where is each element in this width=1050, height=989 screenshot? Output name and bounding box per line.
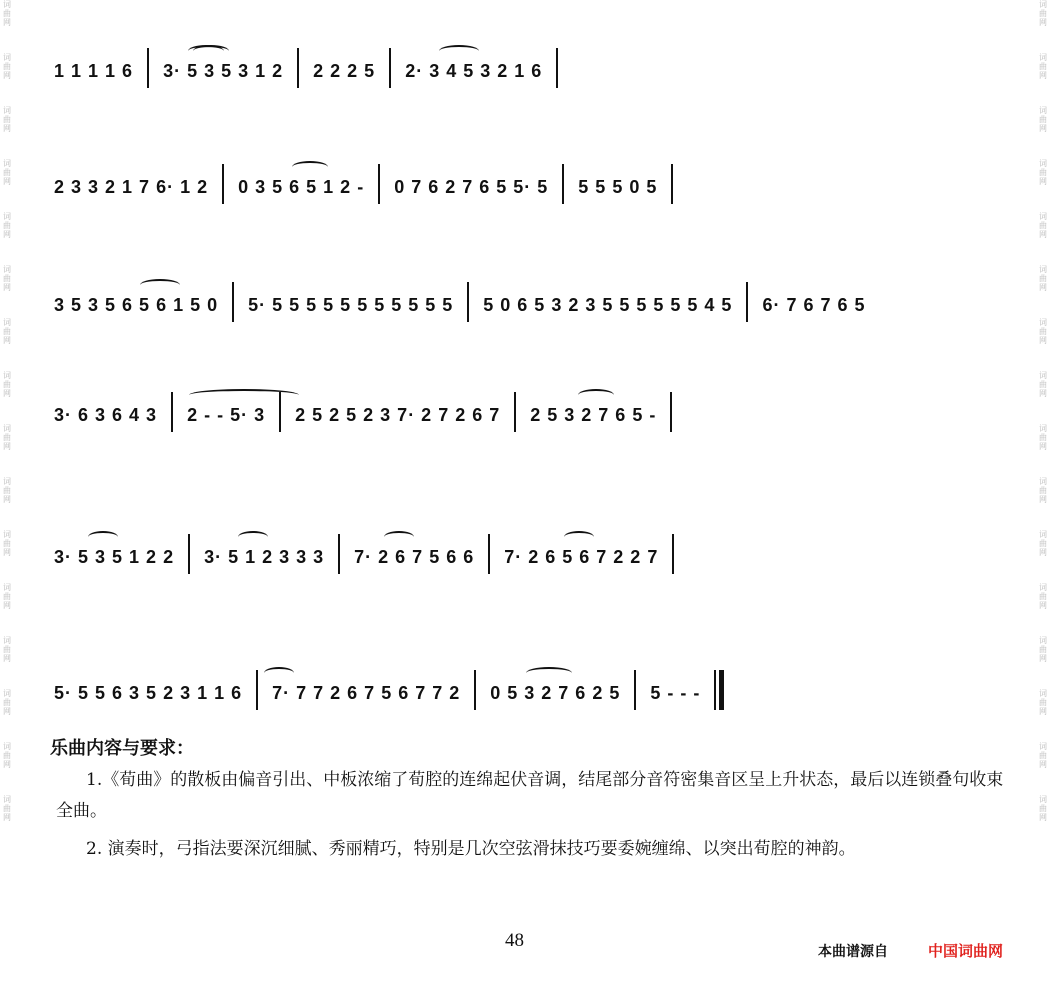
watermark-glyph: 网 bbox=[1039, 18, 1047, 27]
barline bbox=[746, 282, 748, 322]
barline bbox=[556, 48, 558, 88]
watermark-glyph: 网 bbox=[3, 71, 11, 80]
watermark-glyph: 网 bbox=[1039, 230, 1047, 239]
measure bbox=[484, 677, 626, 704]
measure-notes: 3 5 3 5 6 5 6 1 5 0 bbox=[54, 294, 219, 315]
measure bbox=[48, 289, 224, 316]
watermark-glyph: 词 bbox=[1039, 106, 1047, 115]
barline bbox=[562, 164, 564, 204]
measure-notes: 3· 5 1 2 3 3 3 bbox=[204, 546, 325, 567]
watermark-glyph: 曲 bbox=[1039, 698, 1047, 707]
measure bbox=[399, 55, 548, 82]
watermark-glyph: 曲 bbox=[3, 539, 11, 548]
watermark-glyph: 曲 bbox=[1039, 645, 1047, 654]
watermark-glyph: 网 bbox=[1039, 601, 1047, 610]
staff-row-5 bbox=[48, 528, 1004, 580]
watermark-glyph: 词 bbox=[3, 583, 11, 592]
watermark-glyph: 曲 bbox=[3, 62, 11, 71]
barline bbox=[171, 392, 173, 432]
watermark-glyph: 曲 bbox=[3, 274, 11, 283]
measure-notes: 5 0 6 5 3 2 3 5 5 5 5 5 5 4 5 bbox=[483, 294, 733, 315]
measure-notes: 1 1 1 1 6 bbox=[54, 60, 134, 81]
watermark-glyph: 曲 bbox=[1039, 168, 1047, 177]
watermark-glyph: 词 bbox=[3, 159, 11, 168]
barline bbox=[378, 164, 380, 204]
watermark-glyph: 曲 bbox=[1039, 221, 1047, 230]
watermark-glyph: 曲 bbox=[1039, 9, 1047, 18]
staff-row-6 bbox=[48, 664, 1004, 716]
watermark-glyph: 曲 bbox=[3, 221, 11, 230]
watermark-glyph: 网 bbox=[3, 707, 11, 716]
watermark-glyph: 网 bbox=[1039, 283, 1047, 292]
barline bbox=[147, 48, 149, 88]
final-barline-thin bbox=[714, 670, 716, 710]
watermark-glyph: 网 bbox=[3, 230, 11, 239]
measure bbox=[572, 171, 663, 198]
watermark-glyph: 网 bbox=[3, 760, 11, 769]
barline bbox=[256, 670, 258, 710]
watermark-glyph: 词 bbox=[3, 265, 11, 274]
measure bbox=[48, 55, 139, 82]
watermark-glyph: 词 bbox=[3, 530, 11, 539]
watermark-glyph: 曲 bbox=[1039, 274, 1047, 283]
barline bbox=[514, 392, 516, 432]
measure-notes: 2 3 3 2 1 7 6· 1 2 bbox=[54, 176, 209, 197]
source-label: 本曲谱源自 bbox=[818, 944, 888, 960]
left-watermark-strip bbox=[0, 0, 14, 989]
watermark-glyph: 曲 bbox=[3, 486, 11, 495]
watermark-glyph: 词 bbox=[3, 53, 11, 62]
watermark-glyph: 曲 bbox=[1039, 327, 1047, 336]
watermark-glyph: 曲 bbox=[3, 592, 11, 601]
watermark-glyph: 词 bbox=[1039, 795, 1047, 804]
barline bbox=[222, 164, 224, 204]
watermark-glyph: 曲 bbox=[1039, 592, 1047, 601]
watermark-glyph: 词 bbox=[1039, 583, 1047, 592]
measure bbox=[48, 171, 214, 198]
measure bbox=[348, 541, 480, 568]
measure-notes: 3· 5 3 5 1 2 2 bbox=[54, 546, 175, 567]
right-watermark-strip bbox=[1036, 0, 1050, 989]
requirements-paragraph-1: 1.《荀曲》的散板由偏音引出、中板浓缩了荀腔的连绵起伏音调，结尾部分音符密集音区呈上升状态，最后以连锁叠句收束全曲。 bbox=[56, 770, 1004, 821]
measure-notes: 3· 6 3 6 4 3 bbox=[54, 404, 158, 425]
measure bbox=[198, 541, 330, 568]
watermark-glyph: 曲 bbox=[1039, 486, 1047, 495]
measure-notes: 0 5 3 2 7 6 2 5 bbox=[490, 682, 621, 703]
measure-notes: 7· 2 6 7 5 6 6 bbox=[354, 546, 475, 567]
watermark-glyph: 网 bbox=[1039, 442, 1047, 451]
watermark-glyph: 词 bbox=[1039, 318, 1047, 327]
watermark-glyph: 曲 bbox=[1039, 62, 1047, 71]
watermark-glyph: 网 bbox=[3, 18, 11, 27]
source-site-link[interactable]: 中国词曲网 bbox=[928, 942, 1004, 960]
watermark-glyph: 曲 bbox=[3, 698, 11, 707]
barline bbox=[338, 534, 340, 574]
measure-notes: 0 3 5 6 5 1 2 - bbox=[238, 176, 365, 197]
measure bbox=[388, 171, 554, 198]
watermark-glyph: 网 bbox=[1039, 654, 1047, 663]
barline bbox=[232, 282, 234, 322]
measure bbox=[48, 677, 248, 704]
measure-notes: 5· 5 5 5 5 5 5 5 5 5 5 5 bbox=[248, 294, 454, 315]
measure bbox=[644, 677, 706, 704]
watermark-glyph: 网 bbox=[3, 442, 11, 451]
measure-notes: 2 5 3 2 7 6 5 - bbox=[530, 404, 657, 425]
measure bbox=[242, 289, 459, 316]
measure bbox=[48, 541, 180, 568]
barline bbox=[389, 48, 391, 88]
watermark-glyph: 曲 bbox=[1039, 751, 1047, 760]
watermark-glyph: 曲 bbox=[3, 168, 11, 177]
watermark-glyph: 词 bbox=[1039, 212, 1047, 221]
barline bbox=[467, 282, 469, 322]
measure bbox=[266, 677, 466, 704]
watermark-glyph: 词 bbox=[3, 0, 11, 9]
barline bbox=[297, 48, 299, 88]
staff-row-2 bbox=[48, 158, 1004, 210]
final-barline-thick bbox=[719, 670, 724, 710]
measure-notes: 5· 5 5 6 3 5 2 3 1 1 6 bbox=[54, 682, 243, 703]
measure bbox=[48, 399, 163, 426]
watermark-glyph: 词 bbox=[1039, 53, 1047, 62]
watermark-glyph: 词 bbox=[3, 795, 11, 804]
watermark-glyph: 曲 bbox=[3, 115, 11, 124]
measure-notes: 5 - - - bbox=[650, 682, 701, 703]
watermark-glyph: 网 bbox=[3, 389, 11, 398]
measure-notes: 7· 7 7 2 6 7 5 6 7 7 2 bbox=[272, 682, 461, 703]
measure-notes: 3· 5 3 5 3 1 2 bbox=[163, 60, 284, 81]
measure-notes: 5 5 5 0 5 bbox=[578, 176, 658, 197]
watermark-glyph: 网 bbox=[3, 177, 11, 186]
watermark-glyph: 网 bbox=[1039, 71, 1047, 80]
watermark-glyph: 词 bbox=[3, 689, 11, 698]
watermark-glyph: 网 bbox=[1039, 336, 1047, 345]
measure bbox=[181, 399, 271, 426]
barline bbox=[670, 392, 672, 432]
watermark-glyph: 曲 bbox=[3, 327, 11, 336]
watermark-glyph: 词 bbox=[3, 477, 11, 486]
watermark-glyph: 网 bbox=[1039, 389, 1047, 398]
watermark-glyph: 曲 bbox=[1039, 804, 1047, 813]
barline bbox=[672, 534, 674, 574]
watermark-glyph: 曲 bbox=[3, 751, 11, 760]
watermark-glyph: 网 bbox=[3, 601, 11, 610]
watermark-glyph: 词 bbox=[1039, 0, 1047, 9]
watermark-glyph: 词 bbox=[1039, 424, 1047, 433]
watermark-glyph: 网 bbox=[3, 495, 11, 504]
watermark-glyph: 网 bbox=[3, 654, 11, 663]
watermark-glyph: 网 bbox=[3, 283, 11, 292]
barline bbox=[474, 670, 476, 710]
page-number: 48 bbox=[505, 930, 524, 951]
staff-row-3 bbox=[48, 276, 1004, 328]
measure-notes: 2 2 2 5 bbox=[313, 60, 376, 81]
measure bbox=[307, 55, 381, 82]
watermark-glyph: 曲 bbox=[3, 804, 11, 813]
watermark-glyph: 曲 bbox=[1039, 380, 1047, 389]
watermark-glyph: 曲 bbox=[1039, 115, 1047, 124]
watermark-glyph: 词 bbox=[3, 371, 11, 380]
watermark-glyph: 网 bbox=[1039, 495, 1047, 504]
watermark-glyph: 网 bbox=[1039, 813, 1047, 822]
watermark-glyph: 词 bbox=[1039, 477, 1047, 486]
watermark-glyph: 曲 bbox=[3, 433, 11, 442]
watermark-glyph: 网 bbox=[3, 548, 11, 557]
watermark-glyph: 词 bbox=[3, 318, 11, 327]
measure bbox=[477, 289, 738, 316]
measure bbox=[524, 399, 662, 426]
watermark-glyph: 词 bbox=[3, 742, 11, 751]
watermark-glyph: 网 bbox=[1039, 760, 1047, 769]
barline bbox=[634, 670, 636, 710]
requirements-paragraph-2: 2. 演奏时，弓指法要深沉细腻、秀丽精巧，特别是几次空弦滑抹技巧要委婉缠绵、以突出荀腔的神韵。 bbox=[86, 839, 856, 859]
staff-row-4 bbox=[48, 386, 1004, 438]
measure-notes: 0 7 6 2 7 6 5 5· 5 bbox=[394, 176, 549, 197]
watermark-glyph: 词 bbox=[3, 106, 11, 115]
watermark-glyph: 词 bbox=[1039, 159, 1047, 168]
watermark-glyph: 网 bbox=[1039, 177, 1047, 186]
measure bbox=[756, 289, 871, 316]
watermark-glyph: 词 bbox=[1039, 371, 1047, 380]
watermark-glyph: 词 bbox=[3, 212, 11, 221]
measure-notes: 7· 2 6 5 6 7 2 2 7 bbox=[504, 546, 659, 567]
watermark-glyph: 曲 bbox=[3, 645, 11, 654]
watermark-glyph: 词 bbox=[1039, 265, 1047, 274]
watermark-glyph: 曲 bbox=[1039, 433, 1047, 442]
watermark-glyph: 曲 bbox=[1039, 539, 1047, 548]
watermark-glyph: 曲 bbox=[3, 380, 11, 389]
measure bbox=[157, 55, 289, 82]
watermark-glyph: 网 bbox=[1039, 124, 1047, 133]
watermark-glyph: 词 bbox=[1039, 742, 1047, 751]
watermark-glyph: 网 bbox=[3, 124, 11, 133]
watermark-glyph: 词 bbox=[1039, 689, 1047, 698]
measure bbox=[289, 399, 506, 426]
watermark-glyph: 词 bbox=[1039, 530, 1047, 539]
barline bbox=[488, 534, 490, 574]
staff-row-1 bbox=[48, 42, 1004, 94]
watermark-glyph: 词 bbox=[1039, 636, 1047, 645]
measure bbox=[498, 541, 664, 568]
watermark-glyph: 网 bbox=[3, 336, 11, 345]
watermark-glyph: 网 bbox=[1039, 548, 1047, 557]
watermark-glyph: 网 bbox=[3, 813, 11, 822]
measure-notes: 2 - - 5· 3 bbox=[187, 404, 266, 425]
measure-notes: 2· 3 4 5 3 2 1 6 bbox=[405, 60, 543, 81]
watermark-glyph: 词 bbox=[3, 636, 11, 645]
watermark-glyph: 曲 bbox=[3, 9, 11, 18]
barline bbox=[188, 534, 190, 574]
requirements-title: 乐曲内容与要求： bbox=[50, 738, 194, 759]
measure bbox=[232, 171, 370, 198]
measure-notes: 2 5 2 5 2 3 7· 2 7 2 6 7 bbox=[295, 404, 501, 425]
watermark-glyph: 网 bbox=[1039, 707, 1047, 716]
watermark-glyph: 词 bbox=[3, 424, 11, 433]
barline bbox=[671, 164, 673, 204]
measure-notes: 6· 7 6 7 6 5 bbox=[762, 294, 866, 315]
